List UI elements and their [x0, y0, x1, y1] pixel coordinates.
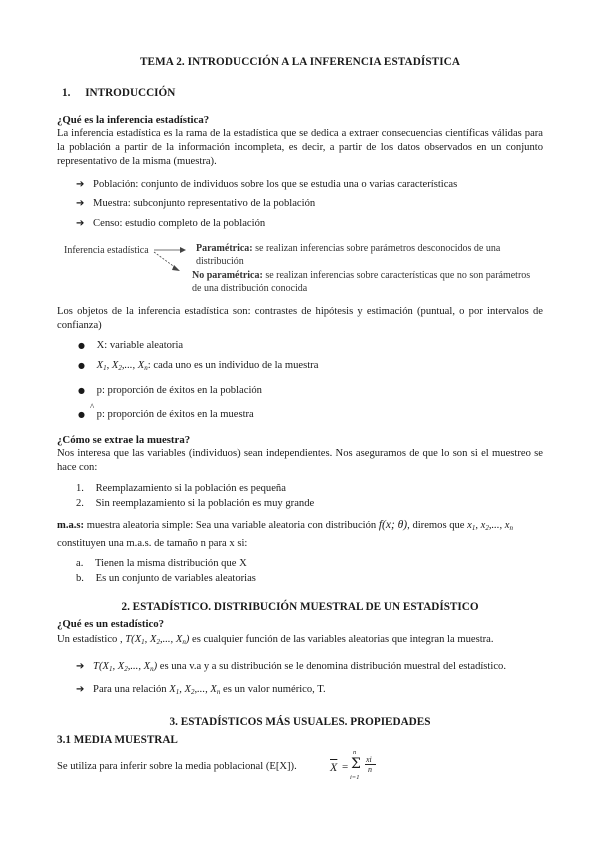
item-letter: b.	[76, 573, 84, 584]
section-3-heading: 3. ESTADÍSTICOS MÁS USUALES. PROPIEDADES	[169, 716, 431, 728]
p-hat-mark: ^	[90, 402, 95, 412]
section-1-number: 1.	[62, 87, 71, 99]
section-1-heading	[62, 86, 175, 100]
numbered-item	[76, 482, 286, 496]
inference-definition: La inferencia estadística es la rama de la estadística que se dedica a extraer consecuencias científicas válidas para la población a partir de la información incompleta, es decir, a partir de los datos observados en un conjunto representativo de la misma (muestra).	[57, 128, 543, 167]
arrow-item-statistic-va	[76, 660, 506, 674]
bullet-text: p: proporción de éxitos en la muestra	[96, 409, 254, 420]
mas-definition: m.a.s: muestra aleatoria simple: Sea una variable aleatoria con distribución f(x; θ), diremos que $x_1$, $x_2$,..., $x_n$	[57, 519, 513, 532]
math-xn: $X_n$	[137, 360, 148, 372]
diagram-parametric	[196, 242, 516, 268]
math-T: $T(X_1$, $X_2$,..., $X_n$)	[125, 634, 190, 646]
item-text: Reemplazamiento si la población es pequeña	[95, 483, 286, 494]
section-1-title: INTRODUCCIÓN	[85, 87, 176, 99]
question-what-is-statistic: ¿Qué es un estadístico?	[57, 618, 165, 630]
sample-mean-text: Se utiliza para inferir sobre la media poblacional (E[X]).	[57, 761, 297, 772]
mas-text2: , diremos que	[407, 520, 468, 531]
math-lxn: $x_n$	[504, 520, 513, 532]
mas-line2: constituyen una m.a.s. de tamaño n para x si:	[57, 538, 248, 549]
item-number: 1.	[76, 483, 84, 494]
arrow-item-text: Población: conjunto de individuos sobre los que se estudia una o varias características	[93, 179, 458, 190]
arrow-right-icon: ➔	[76, 218, 85, 229]
nonparametric-term: No paramétrica:	[192, 270, 263, 281]
bullet-icon: ●	[78, 386, 85, 395]
numbered-item	[76, 497, 314, 511]
mas-text: muestra aleatoria simple: Sea una variable aleatoria con distribución	[84, 520, 379, 531]
bullet-text: p: proporción de éxitos en la población	[96, 385, 262, 396]
arrow-item-muestra	[76, 197, 315, 211]
lettered-item	[76, 557, 247, 571]
arrow-item-poblacion	[76, 178, 457, 192]
math-f: f(x; θ)	[378, 519, 408, 531]
item-letter: a.	[76, 558, 84, 569]
xbar-symbol: $\overline{X}$	[330, 760, 338, 774]
bullet-icon: ●	[78, 361, 85, 370]
arrow-right-icon: ➔	[76, 684, 85, 695]
fraction-denominator: n	[368, 765, 372, 774]
arrow-right-icon: ➔	[76, 661, 85, 672]
statistic-text-a: Un estadístico ,	[57, 634, 126, 645]
item-text: Es un conjunto de variables aleatorias	[95, 573, 256, 584]
bullet-icon: ●	[78, 341, 85, 350]
subsection-3-1-heading: 3.1 MEDIA MUESTRAL	[57, 734, 178, 746]
arrow-item-text: Muestra: subconjunto representativo de la población	[93, 198, 316, 209]
bullet-item	[78, 384, 262, 398]
bullet-item	[78, 408, 254, 422]
arrow-item-text: Para una relación	[93, 684, 170, 695]
item-number: 2.	[76, 498, 84, 509]
bullet-text: X: variable aleatoria	[96, 340, 184, 351]
math-T: $T(X_1$, $X_2$,..., $X_n$)	[93, 661, 158, 673]
arrow-right-icon: ➔	[76, 198, 85, 209]
parametric-term: Paramétrica:	[196, 243, 253, 254]
sampling-paragraph: Nos interesa que las variables (individuos) sean independientes. Nos aseguramos de que lo son si el muestreo se hace con:	[57, 448, 543, 473]
math-lx2: $x_2$	[480, 520, 489, 532]
question-what-is-inference: ¿Qué es la inferencia estadística?	[57, 114, 210, 126]
arrow-item-relation	[76, 683, 326, 697]
bullet-text: : cada uno es un individuo de la muestra	[147, 360, 319, 371]
inference-objects: Los objetos de la inferencia estadística son: contrastes de hipótesis y estimación (puntual, o por intervalos de confianza)	[57, 306, 543, 331]
bullet-icon: ●	[78, 410, 85, 419]
sum-symbol: Σ	[351, 756, 361, 772]
item-text: Tienen la misma distribución que X	[95, 558, 247, 569]
math-dots: ,...,	[121, 360, 138, 371]
sum-lower: i=1	[350, 774, 360, 781]
math-x2: $X_2$	[111, 360, 122, 372]
arrow-item-text: es un valor numérico, T.	[220, 684, 326, 695]
nonparametric-text: se realizan inferencias sobre características que no son parámetros de una distribución conocida	[192, 270, 531, 294]
diagram-nonparametric	[192, 269, 537, 295]
parametric-text: se realizan inferencias sobre parámetros desconocidos de una distribución	[196, 243, 501, 267]
section-2-heading: 2. ESTADÍSTICO. DISTRIBUCIÓN MUESTRAL DE UN ESTADÍSTICO	[121, 601, 479, 613]
mas-term: m.a.s:	[57, 520, 85, 531]
sum-upper: n	[353, 749, 357, 756]
lettered-item	[76, 572, 256, 586]
math-dots: ,...,	[488, 520, 505, 531]
item-text: Sin reemplazamiento si la población es muy grande	[95, 498, 315, 509]
arrow-item-censo	[76, 217, 265, 231]
math-x1: $X_1$	[96, 360, 107, 372]
arrow-item-text: Censo: estudio completo de la población	[93, 218, 266, 229]
math-lx1: $x_1$	[467, 520, 476, 532]
document-title: TEMA 2. INTRODUCCIÓN A LA INFERENCIA ESTADÍSTICA	[139, 56, 461, 68]
arrow-item-text: es una v.a y a su distribución se le denomina distribución muestral del estadístico.	[157, 661, 506, 672]
question-how-sample: ¿Cómo se extrae la muestra?	[57, 434, 191, 446]
sample-mean-formula	[330, 749, 390, 784]
arrow-right-icon: ➔	[76, 179, 85, 190]
fraction-numerator: xi	[366, 755, 372, 764]
bullet-item: ● $X_1$, $X_2$,..., $X_n$: cada uno es un individuo de la muestra	[78, 360, 319, 372]
statistic-text-b: es cualquier función de las variables aleatorias que integran la muestra.	[189, 634, 494, 645]
statistic-definition	[57, 633, 494, 647]
diagram-root-label: Inferencia estadística	[64, 245, 149, 256]
equals-sign: =	[342, 761, 349, 773]
bullet-item	[78, 339, 183, 353]
math-xs: $X_1$, $X_2$,..., $X_n$	[169, 684, 221, 696]
